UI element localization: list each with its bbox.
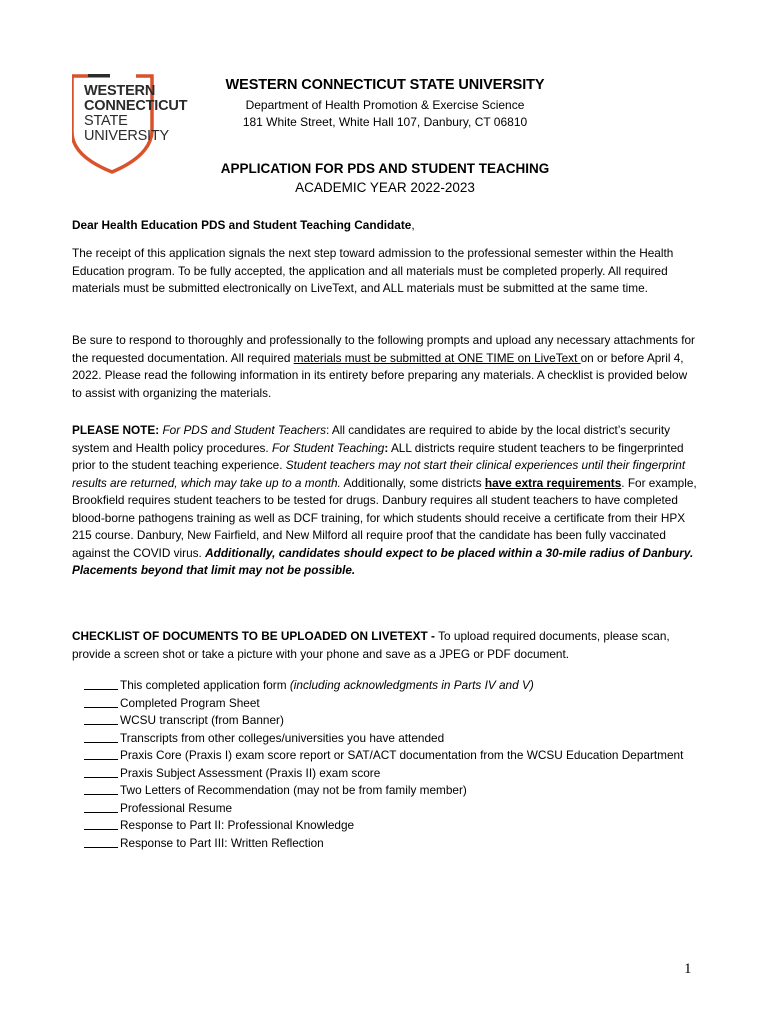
checkbox-blank[interactable] [84, 707, 118, 708]
wcsu-logo [72, 74, 192, 174]
checkbox-blank[interactable] [84, 812, 118, 813]
intro-paragraph: The receipt of this application signals the next step toward admission to the professional semester within the Health Education program. To be fully accepted, the application and all materials must be completed properly. All required materials must be submitted electronically on LiveText, and ALL materials must be submitted at the same time. [72, 246, 674, 295]
list-item: Completed Program Sheet [84, 695, 684, 713]
letterhead [195, 77, 575, 129]
list-item: WCSU transcript (from Banner) [84, 712, 684, 730]
checkbox-blank[interactable] [84, 829, 118, 830]
placement-radius-note: Additionally, candidates should expect to be placed within a 30-mile radius of Danbury. Placements beyond that limit may not be possible. [72, 545, 694, 577]
submission-requirement: materials must be submitted at ONE TIME on LiveText [293, 350, 581, 365]
list-item: Transcripts from other colleges/universities you have attended [84, 730, 684, 748]
list-item: Two Letters of Recommendation (may not be from family member) [84, 782, 684, 800]
logo-line-western: WESTERN [84, 83, 156, 99]
list-item: Praxis Subject Assessment (Praxis II) exam score [84, 765, 684, 783]
logo-line-state: STATE [84, 113, 128, 129]
document-title: APPLICATION FOR PDS AND STUDENT TEACHING [220, 161, 550, 176]
instructions-paragraph: Be sure to respond to thoroughly and professionally to the following prompts and upload any necessary attachments for the requested documentation. All required materials must be submitted at ONE TIME on LiveText on or before April 4, 2022. Please read the following information in its entirety before preparing any materials. A checklist is provided below to assist with organizing the materials. [72, 333, 695, 400]
extra-requirements: have extra requirements [484, 475, 622, 490]
note-label: PLEASE NOTE: [72, 423, 160, 437]
checkbox-blank[interactable] [84, 742, 118, 743]
department-name: Department of Health Promotion & Exercise Science [245, 98, 525, 112]
checkbox-blank[interactable] [84, 794, 118, 795]
checkbox-blank[interactable] [84, 777, 118, 778]
checkbox-blank[interactable] [84, 724, 118, 725]
logo-wordmark [84, 84, 187, 144]
logo-line-connecticut: CONNECTICUT [84, 98, 188, 114]
list-item: Praxis Core (Praxis I) exam score report or SAT/ACT documentation from the WCSU Education Department [84, 747, 684, 765]
checkbox-blank[interactable] [84, 847, 118, 848]
page-number: 1 [684, 961, 692, 977]
document-title-block [195, 161, 575, 195]
please-note-paragraph: PLEASE NOTE: For PDS and Student Teachers: All candidates are required to abide by the local district’s security system and Health policy procedures. For Student Teaching: ALL districts require student teachers to be fingerprinted prior to the student teaching experience. Student teachers may not start their clinical experiences until their fingerprint results are returned, which may take up to a month. Additionally, some districts have extra requirements. For example, Brookfield requires student teachers to be tested for drugs. Danbury requires all student teachers to have completed blood-borne pathogens training as well as DCF training, for which students should receive a certificate from their HPX 215 course. Danbury, New Fairfield, and New Milford all require proof that the candidate has been fully vaccinated against the COVID virus. Additionally, candidates should expect to be placed within a 30-mile radius of Danbury. Placements beyond that limit may not be possible. [72, 423, 697, 577]
list-item: Professional Resume [84, 800, 684, 818]
department-address: 181 White Street, White Hall 107, Danbury, CT 06810 [242, 115, 528, 129]
checklist-heading: CHECKLIST OF DOCUMENTS TO BE UPLOADED ON LIVETEXT - To upload required documents, please scan, provide a screen shot or take a picture with your phone and save as a JPEG or PDF document. [72, 629, 670, 661]
checkbox-blank[interactable] [84, 759, 118, 760]
salutation: Dear Health Education PDS and Student Teaching Candidate, [72, 218, 415, 232]
list-item: Response to Part III: Written Reflection [84, 835, 684, 853]
document-checklist [84, 677, 684, 852]
checkbox-blank[interactable] [84, 689, 118, 690]
list-item: This completed application form (including acknowledgments in Parts IV and V) [84, 677, 684, 695]
list-item: Response to Part II: Professional Knowledge [84, 817, 684, 835]
logo-line-university: UNIVERSITY [84, 128, 170, 144]
academic-year: ACADEMIC YEAR 2022-2023 [295, 180, 475, 195]
university-name: WESTERN CONNECTICUT STATE UNIVERSITY [225, 77, 545, 93]
